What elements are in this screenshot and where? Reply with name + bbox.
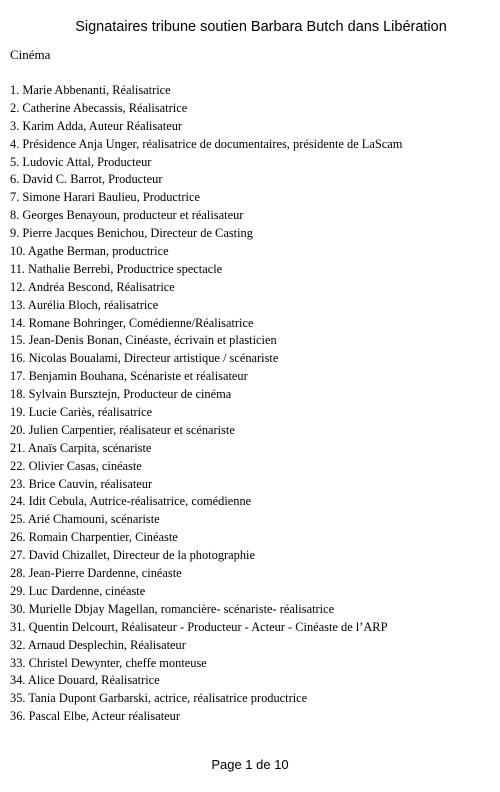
list-item: 12. Andréa Bescond, Réalisatrice: [10, 279, 175, 294]
list-item: 11. Nathalie Berrebi, Productrice spectacle: [10, 261, 223, 276]
list-item: 15. Jean-Denis Bonan, Cinéaste, écrivain et plasticien: [10, 333, 277, 348]
list-item: 32. Arnaud Desplechin, Réalisateur: [10, 637, 186, 652]
list-item: 20. Julien Carpentier, réalisateur et scénariste: [10, 422, 235, 437]
list-item: 3. Karim Adda, Auteur Réalisateur: [10, 118, 183, 133]
list-item: 7. Simone Harari Baulieu, Productrice: [10, 190, 200, 205]
list-item: 4. Présidence Anja Unger, réalisatrice de documentaires, présidente de LaScam: [10, 136, 403, 151]
list-item: 9. Pierre Jacques Benichou, Directeur de Casting: [10, 226, 253, 241]
list-item: 34. Alice Douard, Réalisatrice: [10, 673, 160, 688]
document-title: Signataires tribune soutien Barbara Butch dans Libération: [75, 19, 447, 35]
list-item: 23. Brice Cauvin, réalisateur: [10, 476, 153, 491]
list-item: 10. Agathe Berman, productrice: [10, 244, 169, 259]
list-item: 25. Arié Chamouni, scénariste: [10, 512, 160, 527]
list-item: 16. Nicolas Boualami, Directeur artistique / scénariste: [10, 351, 279, 366]
list-item: 14. Romane Bohringer, Comédienne/Réalisatrice: [10, 315, 254, 330]
list-item: 31. Quentin Delcourt, Réalisateur - Producteur - Acteur - Cinéaste de l’ARP: [10, 619, 388, 634]
list-item: 29. Luc Dardenne, cinéaste: [10, 583, 146, 598]
page-number: Page 1 de 10: [211, 757, 289, 772]
list-item: 33. Christel Dewynter, cheffe monteuse: [10, 655, 207, 670]
signatory-list: [10, 82, 402, 726]
list-item: 28. Jean-Pierre Dardenne, cinéaste: [10, 566, 182, 581]
list-item: 21. Anaïs Carpita, scénariste: [10, 440, 152, 455]
list-item: 13. Aurélia Bloch, réalisatrice: [10, 297, 159, 312]
list-item: 6. David C. Barrot, Producteur: [10, 172, 163, 187]
list-item: 36. Pascal Elbe, Acteur réalisateur: [10, 709, 180, 724]
list-item: 1. Marie Abbenanti, Réalisatrice: [10, 83, 171, 97]
list-item: 35. Tania Dupont Garbarski, actrice, réalisatrice productrice: [10, 691, 308, 706]
list-item: 27. David Chizallet, Directeur de la photographie: [10, 548, 255, 563]
list-item: 19. Lucie Cariès, réalisatrice: [10, 405, 153, 420]
list-item: 24. Idit Cebula, Autrice-réalisatrice, comédienne: [10, 494, 252, 509]
list-item: 17. Benjamin Bouhana, Scénariste et réalisateur: [10, 369, 248, 384]
list-item: 8. Georges Benayoun, producteur et réalisateur: [10, 208, 244, 223]
list-item: 18. Sylvain Bursztejn, Producteur de cinéma: [10, 387, 232, 402]
section-heading: Cinéma: [10, 47, 51, 62]
list-item: 26. Romain Charpentier, Cinéaste: [10, 530, 178, 545]
list-item: 5. Ludovic Attal, Producteur: [10, 154, 152, 169]
list-item: 30. Murielle Dbjay Magellan, romancière- scénariste- réalisatrice: [10, 601, 335, 616]
list-item: 22. Olivier Casas, cinéaste: [10, 458, 142, 473]
list-item: 2. Catherine Abecassis, Réalisatrice: [10, 100, 188, 115]
